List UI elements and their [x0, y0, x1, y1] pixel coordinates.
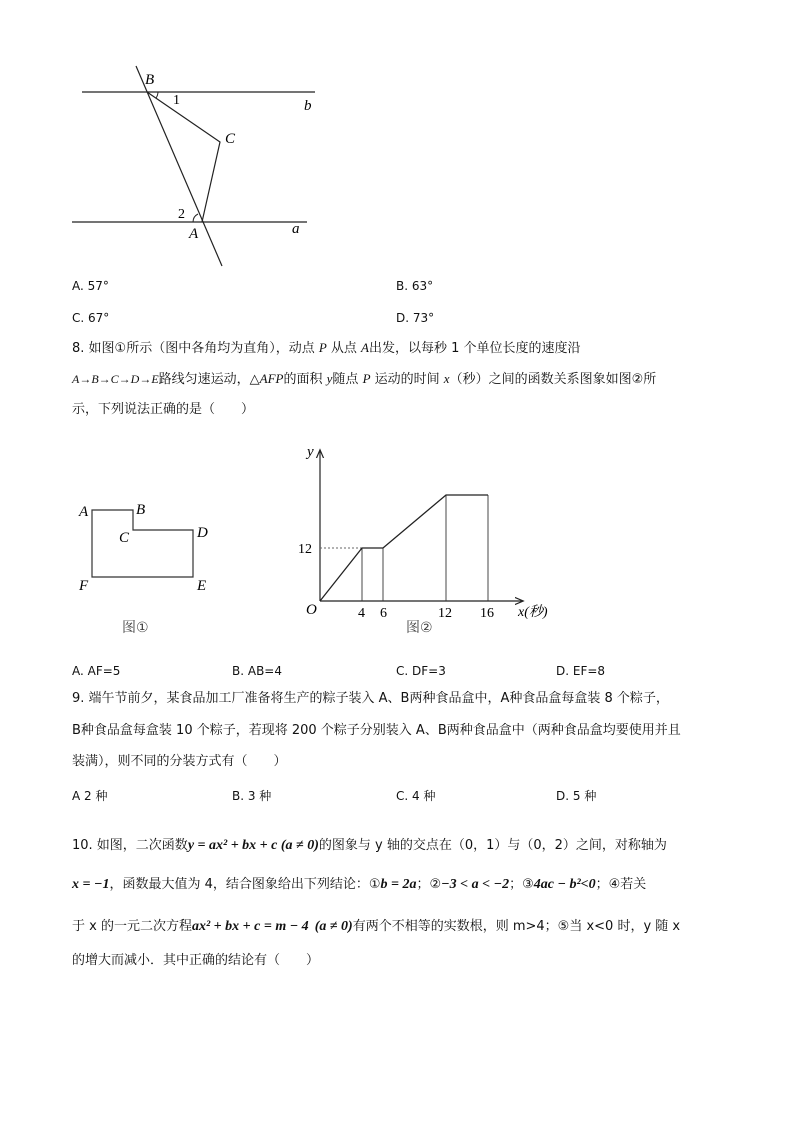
q9-stem-line1: 9. 端午节前夕，某食品加工厂准备将生产的粽子装入 A、B两种食品盒中，A种食品盒每盒装 8 个粽子，	[72, 691, 669, 706]
l-shape-outline	[92, 510, 193, 577]
segment-b-c-a	[147, 92, 220, 222]
angle-1-arc	[156, 92, 158, 98]
q8-stem-line3: 示，下列说法正确的是（ ）	[72, 402, 255, 417]
chart-xlabel: x(秒)	[518, 605, 548, 620]
q7-option-a[interactable]: A. 57°	[72, 279, 109, 293]
label-B: B	[145, 72, 155, 88]
fig1-label-E: E	[197, 578, 207, 594]
q8-option-c[interactable]: C. DF=3	[396, 664, 446, 678]
label-1: 1	[173, 93, 180, 108]
q8-stem-line1: 8. 如图①所示（图中各角均为直角），动点 P 从点 A出发，以每秒 1 个单位长度的速度沿	[72, 340, 581, 356]
function-graph-chart	[290, 440, 560, 640]
label-b: b	[304, 98, 312, 114]
q8-option-d[interactable]: D. EF=8	[556, 664, 606, 678]
q10-stem-line2: x = −1，函数最大值为 4，结合图象给出下列结论：①b = 2a；②−3 < a < −2；③4ac − b²<0；④若关	[72, 877, 647, 892]
q10-stem-line4: 的增大而减小．其中正确的结论有（ ）	[72, 953, 320, 968]
x-tick-4: 4	[358, 606, 365, 621]
fig1-caption: 图①	[122, 620, 149, 636]
q9-option-c[interactable]: C. 4 种	[396, 789, 436, 803]
x-tick-12: 12	[438, 606, 452, 621]
q8-option-a[interactable]: A. AF=5	[72, 664, 121, 678]
label-2: 2	[178, 207, 185, 222]
chart-origin: O	[306, 602, 317, 618]
x-tick-16: 16	[480, 606, 494, 621]
chart-ylabel: y	[307, 444, 314, 460]
q9-option-d[interactable]: D. 5 种	[556, 789, 597, 803]
label-C: C	[225, 131, 236, 147]
parallel-lines-figure	[60, 55, 350, 275]
x-tick-6: 6	[380, 606, 387, 621]
q10-stem-line1: 10. 如图，二次函数y = ax² + bx + c (a ≠ 0)的图象与 y 轴的交点在（0，1）与（0，2）之间，对称轴为	[72, 838, 667, 853]
q7-option-c[interactable]: C. 67°	[72, 311, 110, 325]
q7-option-b[interactable]: B. 63°	[396, 279, 434, 293]
chart-caption: 图②	[406, 620, 433, 636]
label-a: a	[292, 221, 300, 237]
fig1-label-F: F	[79, 578, 89, 594]
fig1-label-D: D	[197, 525, 208, 541]
q9-stem-line2: B种食品盒每盒装 10 个粽子，若现将 200 个粽子分别装入 A、B两种食品盒中（两种食品盒均要使用并且	[72, 723, 681, 738]
fig1-label-C: C	[119, 530, 130, 546]
angle-2-arc	[193, 214, 198, 222]
q10-stem-line3: 于 x 的一元二次方程ax² + bx + c = m − 4 (a ≠ 0)有两个不相等的实数根，则 m>4；⑤当 x<0 时，y 随 x	[72, 919, 681, 934]
q8-option-b[interactable]: B. AB=4	[232, 664, 282, 678]
label-A: A	[189, 226, 199, 242]
fig1-label-A: A	[79, 504, 89, 520]
q9-option-b[interactable]: B. 3 种	[232, 789, 272, 803]
q9-option-a[interactable]: A 2 种	[72, 789, 108, 803]
figure-1-shape	[70, 495, 220, 645]
y-tick-12: 12	[298, 542, 312, 557]
fig1-label-B: B	[136, 502, 146, 518]
q8-stem-line2: A→B→C→D→E路线匀速运动，△AFP的面积 y随点 P 运动的时间 x（秒）之间的函数关系图象如图②所	[72, 371, 657, 387]
q9-stem-line3: 装满），则不同的分装方式有（ ）	[72, 754, 287, 769]
q7-option-d[interactable]: D. 73°	[396, 311, 435, 325]
